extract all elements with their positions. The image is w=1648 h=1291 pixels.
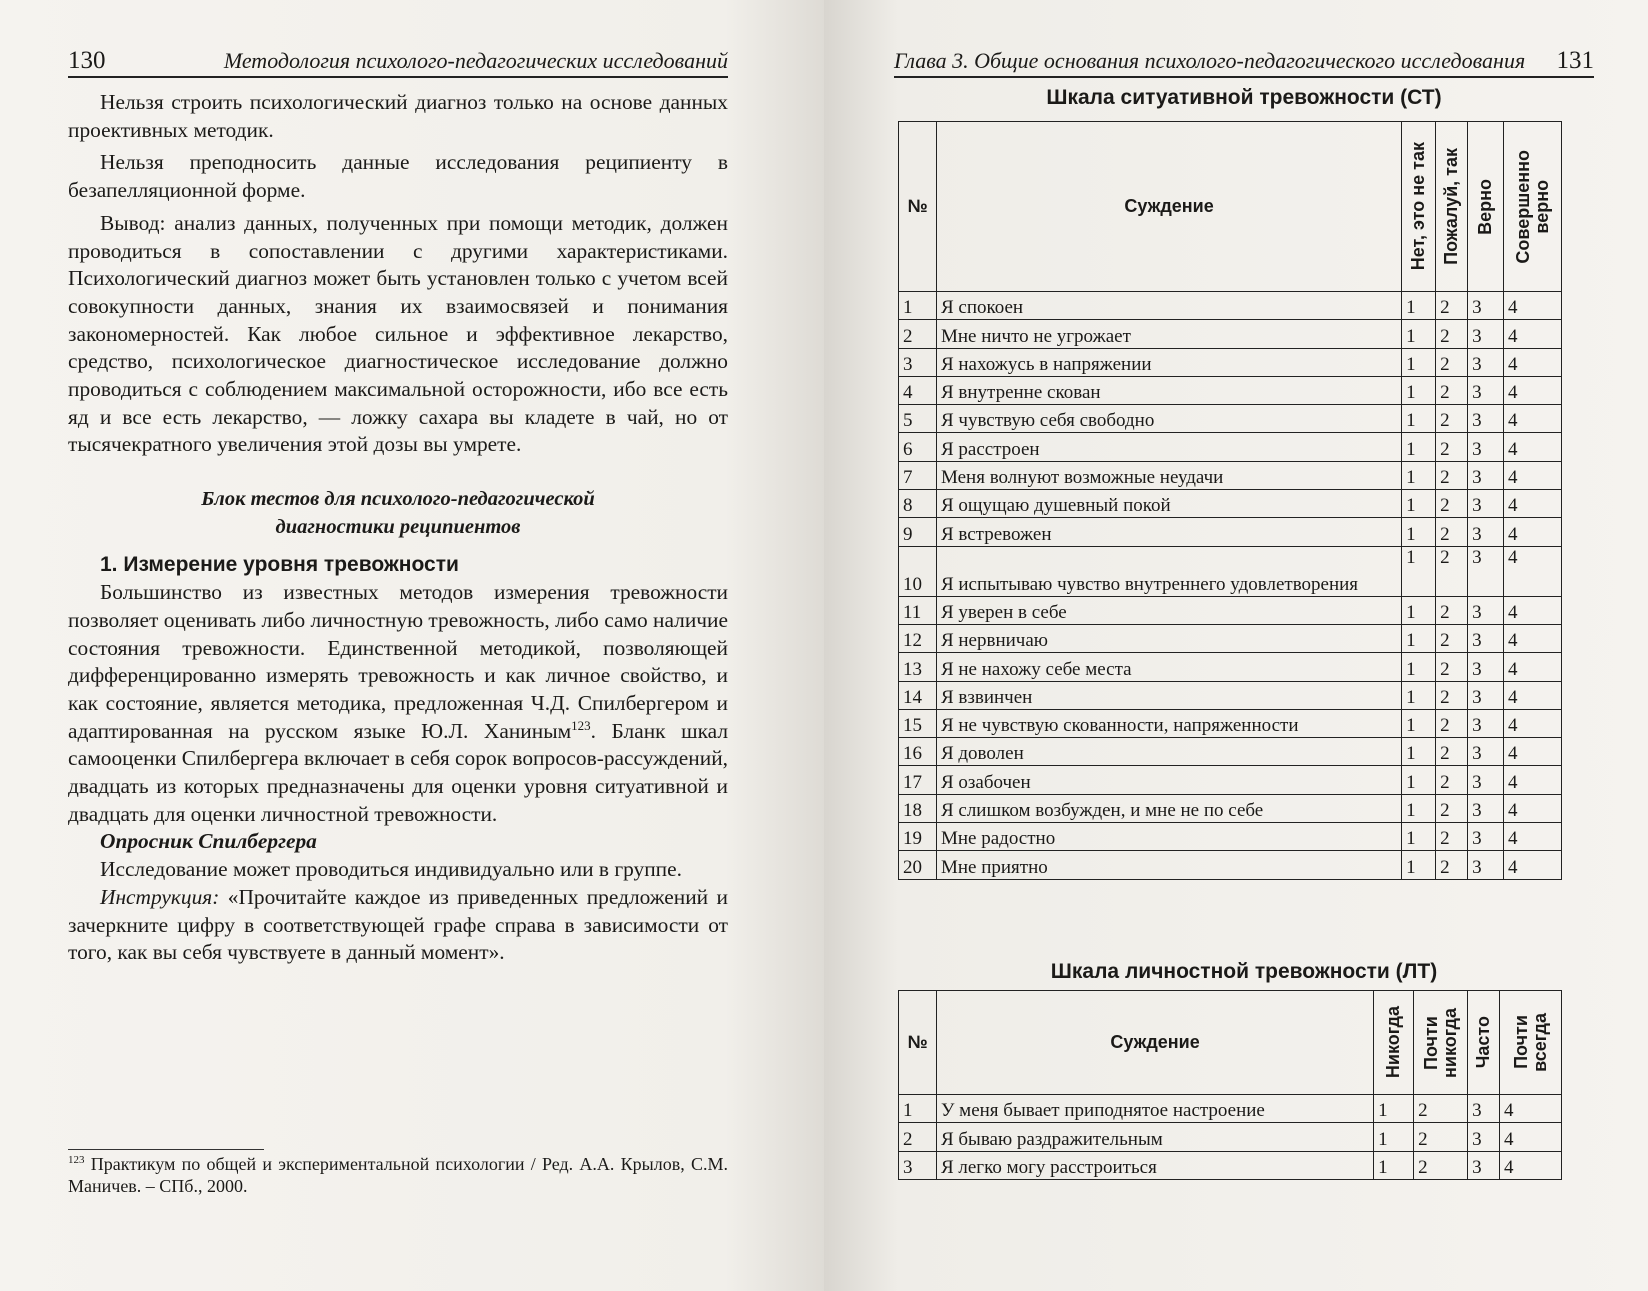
table-row [899, 518, 1562, 546]
row-score: 4 [1504, 766, 1562, 794]
row-score: 4 [1500, 1095, 1562, 1123]
row-score: 3 [1468, 624, 1504, 652]
table-row [899, 596, 1562, 624]
st-table-header [899, 122, 1562, 292]
right-running-title: Глава 3. Общие основания психолого-педагогического исследования [894, 48, 1526, 73]
row-score: 4 [1504, 653, 1562, 681]
lt-table-header [899, 991, 1562, 1095]
row-statement: Я слишком возбужден, и мне не по себе [936, 794, 1401, 822]
row-number: 18 [899, 794, 937, 822]
col-header-text: Нет, это не так [1408, 142, 1429, 271]
row-score: 4 [1504, 823, 1562, 851]
row-score: 4 [1504, 851, 1562, 879]
block-heading [68, 485, 728, 541]
row-score: 2 [1414, 1151, 1468, 1179]
row-number: 16 [899, 738, 937, 766]
right-running-head [894, 42, 1594, 78]
row-number: 10 [899, 546, 937, 596]
row-score: 4 [1500, 1123, 1562, 1151]
row-statement: Я нахожусь в напряжении [936, 348, 1401, 376]
row-score: 1 [1402, 624, 1436, 652]
row-statement: Я бываю раздражительным [936, 1123, 1373, 1151]
col-header [1468, 991, 1500, 1095]
row-score: 4 [1504, 738, 1562, 766]
table-row [899, 320, 1562, 348]
row-statement: Я уверен в себе [936, 596, 1401, 624]
table-row [899, 823, 1562, 851]
row-score: 3 [1468, 490, 1504, 518]
instruction-label: Инструкция: [100, 884, 220, 909]
row-score: 4 [1504, 518, 1562, 546]
col-number-header: № [899, 122, 937, 292]
left-body-text [68, 89, 728, 967]
row-score: 3 [1468, 738, 1504, 766]
table-row [899, 433, 1562, 461]
col-header [1436, 122, 1468, 292]
row-score: 1 [1374, 1123, 1414, 1151]
row-number: 13 [899, 653, 937, 681]
row-number: 3 [899, 1151, 937, 1179]
left-running-head [68, 42, 728, 78]
st-table-caption: Шкала ситуативной тревожности (СТ) [1046, 86, 1442, 109]
row-score: 1 [1402, 376, 1436, 404]
row-score: 3 [1468, 405, 1504, 433]
row-number: 5 [899, 405, 937, 433]
paragraph [68, 579, 728, 828]
table-row [899, 709, 1562, 737]
table-row [899, 794, 1562, 822]
row-score: 1 [1402, 405, 1436, 433]
lt-table-caption: Шкала личностной тревожности (ЛТ) [1050, 960, 1438, 983]
row-score: 2 [1414, 1123, 1468, 1151]
table-row [899, 653, 1562, 681]
footnote-ref: 123 [571, 717, 591, 733]
row-score: 3 [1468, 653, 1504, 681]
row-statement: Мне радостно [936, 823, 1401, 851]
row-score: 1 [1374, 1151, 1414, 1179]
table-row [899, 624, 1562, 652]
col-header-text: Пожалуй, так [1441, 148, 1462, 265]
row-score: 2 [1436, 405, 1468, 433]
row-score: 2 [1436, 596, 1468, 624]
row-score: 2 [1436, 376, 1468, 404]
row-score: 3 [1468, 709, 1504, 737]
paragraph [68, 884, 728, 967]
row-number: 1 [899, 292, 937, 320]
row-statement: Я легко могу расстроиться [936, 1151, 1373, 1179]
table-row [899, 490, 1562, 518]
table-row [899, 461, 1562, 489]
row-statement: Я расстроен [936, 433, 1401, 461]
row-number: 11 [899, 596, 937, 624]
row-score: 2 [1436, 518, 1468, 546]
footnote-number: 123 [68, 1154, 85, 1166]
block-heading-line: диагностики реципиентов [275, 516, 521, 539]
paragraph: Нельзя преподносить данные исследования реципиенту в безапелляционной форме. [68, 150, 728, 203]
row-score: 2 [1436, 851, 1468, 879]
row-number: 2 [899, 1123, 937, 1151]
row-score: 1 [1402, 596, 1436, 624]
row-score: 3 [1468, 433, 1504, 461]
row-statement: Я испытываю чувство внутреннего удовлетворения [936, 546, 1401, 596]
row-score: 1 [1402, 653, 1436, 681]
row-number: 7 [899, 461, 937, 489]
row-score: 3 [1468, 348, 1504, 376]
row-score: 1 [1402, 794, 1436, 822]
left-page-number: 130 [68, 47, 106, 74]
row-score: 2 [1436, 348, 1468, 376]
row-score: 1 [1402, 546, 1436, 596]
row-score: 2 [1436, 490, 1468, 518]
row-score: 2 [1436, 433, 1468, 461]
table-row [899, 766, 1562, 794]
col-header [1374, 991, 1414, 1095]
row-number: 3 [899, 348, 937, 376]
row-statement: Я внутренне скован [936, 376, 1401, 404]
col-header [1402, 122, 1436, 292]
lt-table-body [899, 1095, 1562, 1180]
row-score: 4 [1504, 596, 1562, 624]
row-statement: Мне приятно [936, 851, 1401, 879]
row-score: 2 [1436, 738, 1468, 766]
paragraph-text: Большинство из известных методов измерения тревожности позволяет оценивать либо личностную тревожность, либо само наличие состояния тревожности. Единственной методикой, позволяющей дифференцированно измерять тревожность и как личное свойство, и как состояние, является методика, предложенная Ч.Д. Спилбергером и адаптированная на русском языке Ю.Л. Ханиным [68, 580, 728, 743]
row-score: 1 [1402, 738, 1436, 766]
row-score: 3 [1468, 546, 1504, 596]
row-score: 1 [1374, 1095, 1414, 1123]
st-table-body [899, 292, 1562, 880]
row-score: 4 [1504, 624, 1562, 652]
row-score: 4 [1504, 794, 1562, 822]
paragraph: Нельзя строить психологический диагноз только на основе данных проективных методик. [68, 90, 728, 142]
row-score: 3 [1468, 518, 1504, 546]
row-score: 4 [1504, 376, 1562, 404]
right-page [824, 0, 1648, 1291]
row-score: 2 [1436, 546, 1468, 596]
row-score: 1 [1402, 709, 1436, 737]
col-header [1504, 122, 1562, 292]
row-number: 8 [899, 490, 937, 518]
row-score: 2 [1436, 461, 1468, 489]
row-statement: Я встревожен [936, 518, 1401, 546]
row-score: 3 [1468, 823, 1504, 851]
row-score: 4 [1504, 405, 1562, 433]
row-score: 2 [1436, 823, 1468, 851]
row-score: 4 [1504, 348, 1562, 376]
row-score: 2 [1436, 320, 1468, 348]
row-score: 2 [1436, 292, 1468, 320]
row-score: 4 [1504, 709, 1562, 737]
col-header [1414, 991, 1468, 1095]
col-header-text: Почти всегда [1510, 1013, 1550, 1072]
paragraph: Вывод: анализ данных, полученных при помощи методик, должен проводиться в сопоставлении с другими характеристиками. Психологический диагноз может быть установлен только с учетом всей совокупности данных, знания их взаимосвязей и понимания закономерностей. Как любое сильное и эффективное лекарство, средство, психологическое диагностическое исследование должно проводиться с соблюдением максимальной осторожности, ибо все есть яд и все есть лекарство, — ложку сахара вы кладете в чай, но от тысячекратного увеличения этой дозы вы умрете. [68, 210, 728, 457]
table-row [899, 851, 1562, 879]
table-row [899, 348, 1562, 376]
row-statement: Я не нахожу себе места [936, 653, 1401, 681]
row-score: 2 [1436, 766, 1468, 794]
row-score: 3 [1468, 1095, 1500, 1123]
row-score: 1 [1402, 348, 1436, 376]
row-score: 3 [1468, 596, 1504, 624]
footnote [68, 1153, 728, 1197]
row-score: 3 [1468, 320, 1504, 348]
row-score: 1 [1402, 851, 1436, 879]
row-score: 1 [1402, 518, 1436, 546]
row-score: 4 [1504, 546, 1562, 596]
footnote-rule [68, 1149, 264, 1150]
row-statement: Я нервничаю [936, 624, 1401, 652]
row-number: 4 [899, 376, 937, 404]
row-score: 2 [1436, 709, 1468, 737]
row-score: 4 [1504, 433, 1562, 461]
row-number: 17 [899, 766, 937, 794]
row-score: 1 [1402, 681, 1436, 709]
col-header-text: Почти никогда [1420, 1007, 1460, 1078]
row-number: 15 [899, 709, 937, 737]
row-score: 3 [1468, 376, 1504, 404]
row-number: 2 [899, 320, 937, 348]
row-score: 2 [1414, 1095, 1468, 1123]
row-score: 3 [1468, 461, 1504, 489]
paragraph: Исследование может проводиться индивидуально или в группе. [100, 857, 682, 882]
row-statement: Я озабочен [936, 766, 1401, 794]
table-row [899, 1123, 1562, 1151]
row-number: 12 [899, 624, 937, 652]
table-row [899, 681, 1562, 709]
row-statement: Меня волнуют возможные неудачи [936, 461, 1401, 489]
row-score: 4 [1504, 681, 1562, 709]
row-score: 1 [1402, 490, 1436, 518]
right-page-number: 131 [1556, 47, 1594, 74]
row-statement: Я взвинчен [936, 681, 1401, 709]
row-score: 4 [1500, 1151, 1562, 1179]
row-score: 4 [1504, 292, 1562, 320]
row-score: 2 [1436, 624, 1468, 652]
row-number: 14 [899, 681, 937, 709]
lt-table [898, 990, 1562, 1180]
table-row [899, 292, 1562, 320]
subheading: Опросник Спилбергера [100, 829, 317, 854]
row-statement: Я спокоен [936, 292, 1401, 320]
row-number: 6 [899, 433, 937, 461]
row-score: 3 [1468, 681, 1504, 709]
row-number: 19 [899, 823, 937, 851]
left-running-title: Методология психолого-педагогических исследований [223, 48, 728, 73]
row-statement: Я ощущаю душевный покой [936, 490, 1401, 518]
col-header-text: Совершенно верно [1512, 149, 1552, 264]
row-statement: У меня бывает приподнятое настроение [936, 1095, 1373, 1123]
row-score: 3 [1468, 766, 1504, 794]
col-header [1468, 122, 1504, 292]
col-header-text: Никогда [1383, 1006, 1404, 1079]
table-row [899, 1151, 1562, 1179]
row-number: 1 [899, 1095, 937, 1123]
row-statement: Я не чувствую скованности, напряженности [936, 709, 1401, 737]
table-row [899, 376, 1562, 404]
table-row [899, 546, 1562, 596]
row-score: 3 [1468, 1123, 1500, 1151]
row-score: 3 [1468, 1151, 1500, 1179]
row-score: 4 [1504, 320, 1562, 348]
table-row [899, 738, 1562, 766]
col-number-header: № [899, 991, 937, 1095]
row-statement: Я чувствую себя свободно [936, 405, 1401, 433]
section-heading: 1. Измерение уровня тревожности [100, 553, 459, 577]
col-header-text: Верно [1475, 178, 1496, 235]
block-heading-line: Блок тестов для психолого-педагогической [201, 488, 595, 511]
col-header [1500, 991, 1562, 1095]
table-row [899, 1095, 1562, 1123]
row-score: 2 [1436, 794, 1468, 822]
row-score: 2 [1436, 653, 1468, 681]
row-score: 2 [1436, 681, 1468, 709]
row-score: 1 [1402, 766, 1436, 794]
row-score: 1 [1402, 320, 1436, 348]
row-score: 1 [1402, 823, 1436, 851]
col-statement-header: Суждение [936, 122, 1401, 292]
row-score: 3 [1468, 794, 1504, 822]
row-statement: Мне ничто не угрожает [936, 320, 1401, 348]
row-score: 1 [1402, 461, 1436, 489]
row-score: 1 [1402, 433, 1436, 461]
instruction-text: «Прочитайте каждое из приведенных предложений и зачеркните цифру в соответствующей графе справа в зависимости от того, как вы себя чувствуете в данный момент». [68, 884, 728, 965]
row-score: 3 [1468, 292, 1504, 320]
col-header-text: Часто [1473, 1016, 1494, 1069]
row-statement: Я доволен [936, 738, 1401, 766]
row-score: 4 [1504, 461, 1562, 489]
footnote-text: Практикум по общей и экспериментальной психологии / Ред. А.А. Крылов, С.М. Маничев. – СПб., 2000. [68, 1154, 728, 1196]
row-number: 20 [899, 851, 937, 879]
row-score: 4 [1504, 490, 1562, 518]
st-table [898, 121, 1562, 880]
row-score: 1 [1402, 292, 1436, 320]
row-score: 3 [1468, 851, 1504, 879]
paragraph-text: . Бланк шкал самооценки Спилбергера включает в себя сорок вопросов-рассуждений, двадцать из которых предназначены для оценки уровня ситуативной и двадцать для оценки личностной тревожности. [68, 718, 728, 826]
row-number: 9 [899, 518, 937, 546]
col-statement-header: Суждение [936, 991, 1373, 1095]
table-row [899, 405, 1562, 433]
